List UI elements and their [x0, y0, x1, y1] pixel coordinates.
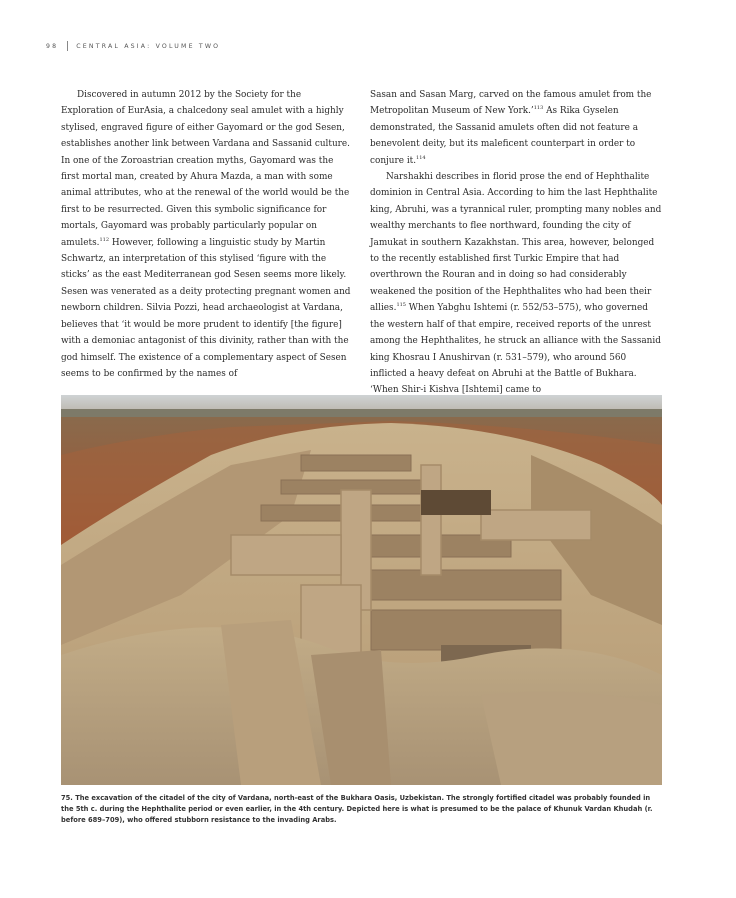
figure-caption: [61, 793, 663, 826]
footnote-ref[interactable]: 115: [396, 302, 406, 309]
footnote-ref[interactable]: 114: [416, 154, 426, 161]
left-text-column: [61, 87, 353, 382]
footnote-ref[interactable]: 112: [99, 236, 110, 243]
page-number: 98: [46, 42, 59, 50]
excavation-photo: [61, 395, 662, 785]
book-title: CENTRAL ASIA: VOLUME TWO: [76, 42, 221, 50]
footnote-ref[interactable]: 113: [533, 105, 544, 112]
figure-number: 75.: [61, 794, 73, 802]
caption-text: The excavation of the citadel of the city of Vardana, north-east of the Bukhara Oasis, Uzbekistan. The strongly fortified citadel was probably founded in the 5th c. during the Hephthalite period or even earlier, in the 4th century. Depicted here is what is presumed to be the palace of Khunuk Vardan Khudah (r. before 689–709), who offered stubborn resistance to the invading Arabs.: [61, 794, 653, 824]
header-divider: [67, 41, 68, 51]
paragraph: Discovered in autumn 2012 by the Society for the Exploration of EurAsia, a chalcedony seal amulet with a highly stylised, engraved figure of either Gayomard or the god Sesen, establishes another link between Vardana and Sassanid culture. In one of the Zoroastrian creation myths, Gayomard was the first mortal man, created by Ahura Mazda, a man with some animal attributes, who at the renewal of the world would be the first to be resurrected. Given this symbolic significance for mortals, Gayomard was probably particularly popular on amulets.$^{112}$ However, following a linguistic study by Martin Schwartz, an interpretation of this stylised ‘figure with the sticks’ as the east Mediterranean god Sesen seems more likely. Sesen was venerated as a deity protecting pregnant women and newborn children. Silvia Pozzi, head archaeologist at Vardana, believes that ‘it would be more prudent to identify [the figure] with a demoniac antagonist of this divinity, rather than with the god himself. The existence of a complementary aspect of Sesen seems to be confirmed by the names of: [61, 90, 351, 379]
paragraph: Sasan and Sasan Marg, carved on the famous amulet from the Metropolitan Museum of New York.’$^{113}$ As Rika Gyselen demonstrated, the Sassanid amulets often did not feature a benevolent deity, but its maleficent counterpart in order to conjure it.$^{114}$: [370, 90, 652, 166]
paragraph: Narshakhi describes in florid prose the end of Hephthalite dominion in Central Asia. According to him the last Hephthalite king, Abruhi, was a tyrannical ruler, prompting many nobles and wealthy merchants to flee northward, founding the city of Jamukat in southern Kazakhstan. This area, however, belonged to the recently established first Turkic Empire that had overthrown the Rouran and in doing so had considerably weakened the position of the Hephthalites who had been their allies.$^{115}$ When Yabghu Ishtemi (r. 552/53–575), who governed the western half of that empire, received reports of the unrest among the Hephthalites, he struck an alliance with the Sassanid king Khosrau I Anushirvan (r. 531–579), who around 560 inflicted a heavy defeat on Abruhi at the Battle of Bukhara. ‘When Shir-i Kishva [Ishtemi] came to: [370, 172, 662, 396]
right-text-column: [370, 87, 662, 399]
running-header: [46, 41, 220, 51]
